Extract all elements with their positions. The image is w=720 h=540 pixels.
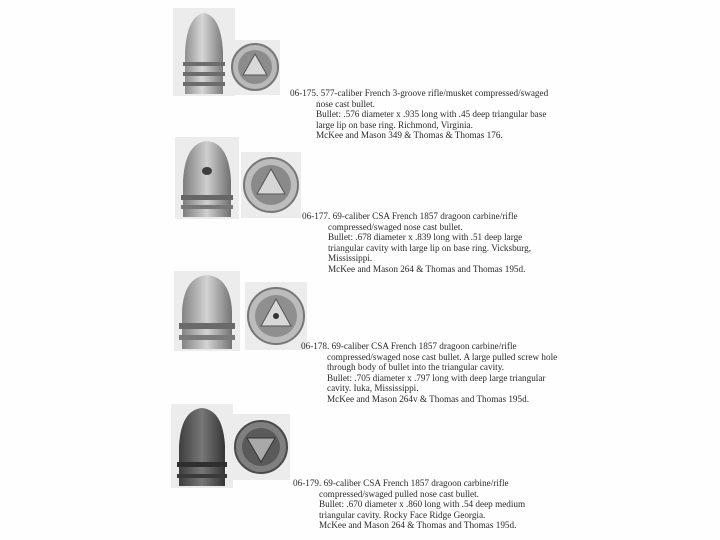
bullet-photo-06-178-base — [245, 282, 307, 350]
entry-line: Bullet: .670 diameter x .860 long with .54 deep medium — [319, 499, 526, 510]
catalog-entry-06-177 — [302, 211, 531, 275]
entry-line: compressed/swaged nose cast bullet. A large pulled screw hole — [327, 351, 558, 362]
entry-line: triangular cavity with large lip on base ring. Vicksburg, — [328, 242, 532, 253]
entry-title: 69-caliber CSA French 1857 dragoon carbine/rifle — [323, 478, 509, 488]
entry-number: 06-177. — [302, 211, 331, 221]
bullet-photo-06-178-side — [174, 271, 240, 351]
catalog-entry-06-179 — [293, 478, 525, 531]
entry-line: cavity. Iuka, Mississippi. — [327, 383, 419, 394]
entry-title: 69-caliber CSA French 1857 dragoon carbine/rifle — [331, 341, 517, 351]
entry-line: nose cast bullet. — [316, 98, 375, 109]
bullet-photo-06-177-side — [175, 137, 239, 219]
bullet-photo-06-177-base — [241, 152, 301, 218]
bullet-photo-06-179-side — [171, 404, 233, 488]
entry-line: Bullet: .705 diameter x .797 long with deep large triangular — [327, 372, 546, 383]
entry-line: McKee and Mason 264 & Thomas and Thomas 195d. — [319, 520, 517, 531]
entry-title: 577-caliber French 3-groove rifle/musket compressed/swaged — [320, 88, 549, 98]
entry-line: triangular cavity. Rocky Face Ridge Georgia. — [319, 509, 486, 520]
entry-line: compressed/swaged pulled nose cast bullet. — [319, 488, 479, 499]
entry-line: McKee and Mason 349 & Thomas & Thomas 176. — [316, 130, 503, 141]
entry-line: Bullet: .678 diameter x .839 long with .51 deep large — [328, 232, 523, 243]
entry-line: large lip on base ring. Richmond, Virginia. — [316, 119, 473, 130]
entry-line: compressed/swaged nose cast bullet. — [328, 221, 463, 232]
entry-line: through body of bullet into the triangular cavity. — [327, 362, 504, 373]
catalog-entry-06-175 — [290, 88, 548, 141]
entry-title: 69-caliber CSA French 1857 dragoon carbine/rifle — [332, 211, 518, 221]
entry-number: 06-178. — [301, 341, 330, 351]
bullet-photo-06-175-base — [230, 40, 280, 95]
bullet-photo-06-175-side — [173, 8, 235, 96]
entry-number: 06-175. — [290, 88, 319, 98]
entry-number: 06-179. — [293, 478, 322, 488]
bullet-photo-06-179-base — [232, 414, 290, 480]
catalog-entry-06-178 — [301, 341, 557, 405]
entry-line: McKee and Mason 264v & Thomas and Thomas 195d. — [327, 393, 530, 404]
entry-line: Bullet: .576 diameter x .935 long with .45 deep triangular base — [316, 109, 547, 120]
entry-line: McKee and Mason 264 & Thomas and Thomas 195d. — [328, 263, 526, 274]
entry-line: Mississippi. — [328, 253, 373, 264]
